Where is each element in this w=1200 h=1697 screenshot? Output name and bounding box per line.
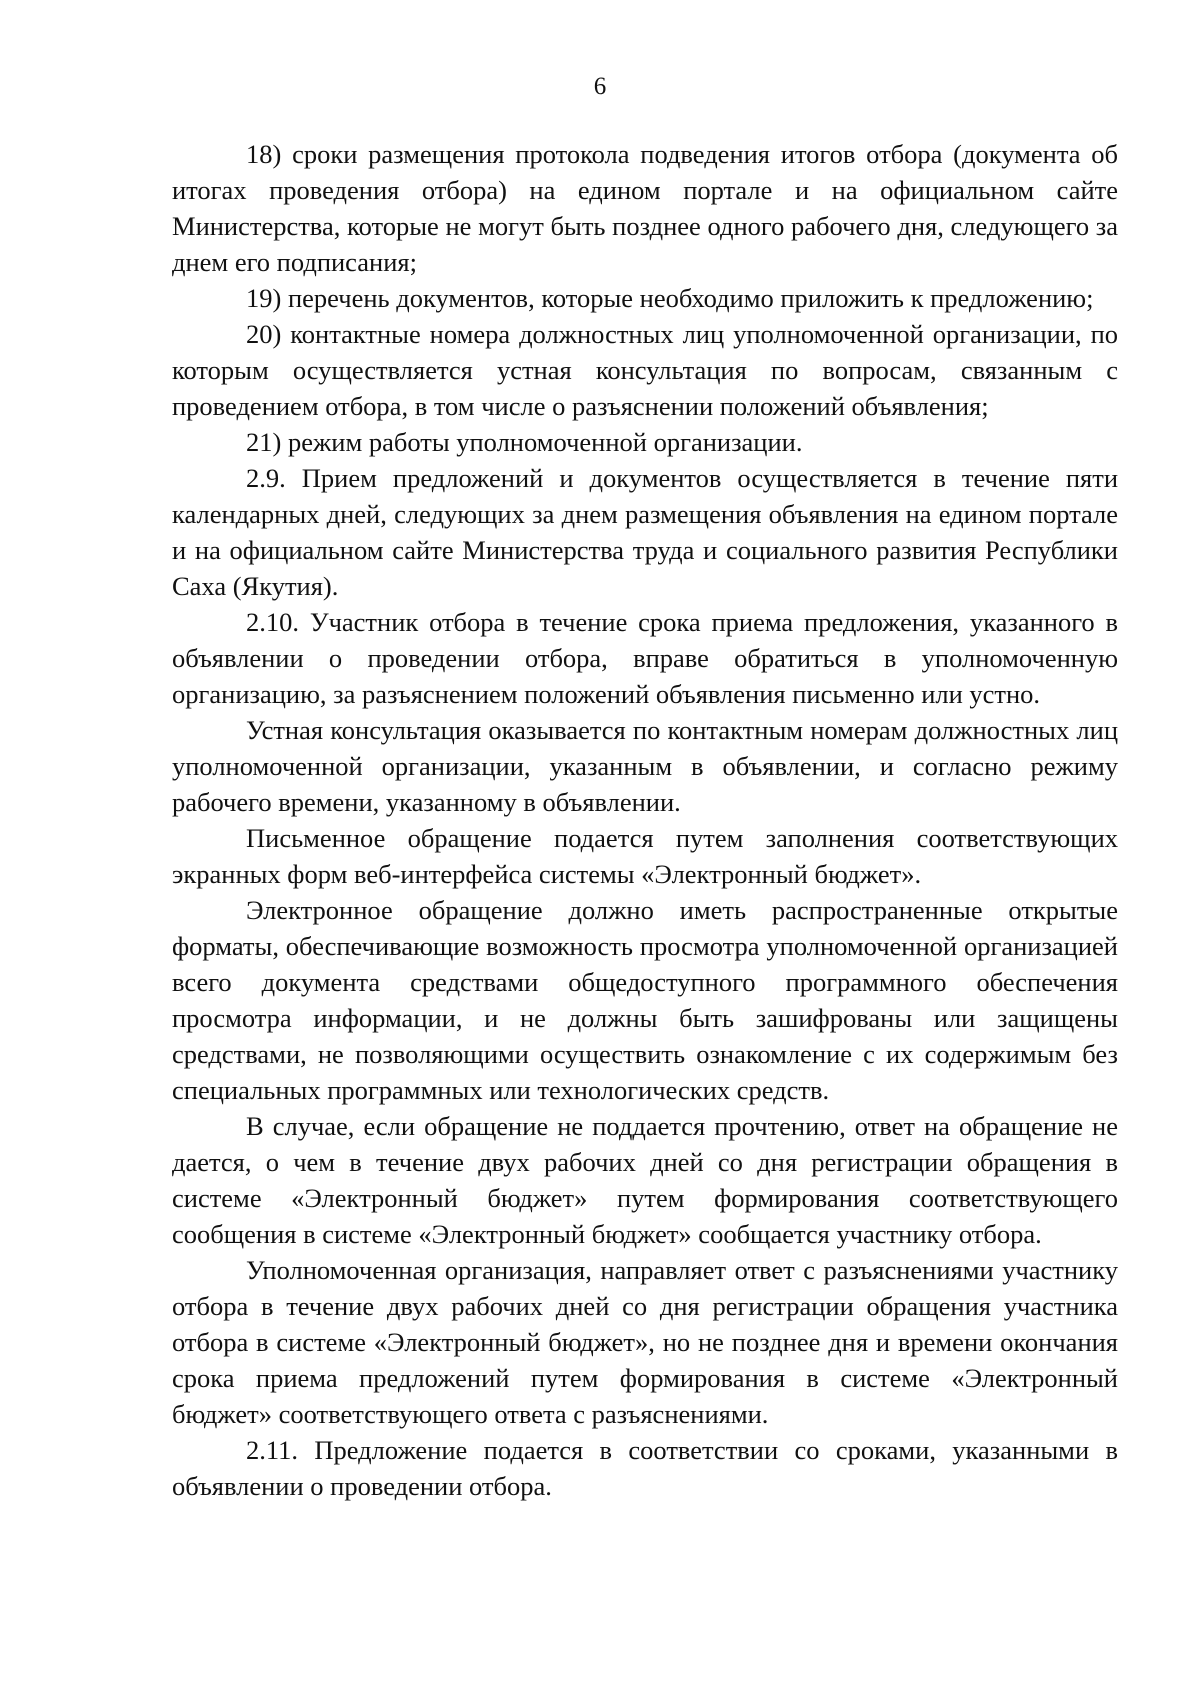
paragraph-unreadable-request: В случае, если обращение не поддается прочтению, ответ на обращение не дается, о чем в течение двух рабочих дней со дня регистрации обращения в системе «Электронный бюджет» путем формирования соответствующего сообщения в системе «Электронный бюджет» сообщается участнику отбора. — [172, 1111, 1118, 1249]
paragraph-oral-consultation: Устная консультация оказывается по контактным номерам должностных лиц уполномоченной организации, указанным в объявлении, и согласно режиму рабочего времени, указанному в объявлении. — [172, 715, 1118, 817]
paragraph-item-20: 20) контактные номера должностных лиц уполномоченной организации, по которым осуществляется устная консультация по вопросам, связанным с проведением отбора, в том числе о разъяснении положений объявления; — [172, 319, 1118, 421]
document-body — [172, 136, 1118, 1504]
paragraph-clause-2-9: 2.9. Прием предложений и документов осуществляется в течение пяти календарных дней, следующих за днем размещения объявления на едином портале и на официальном сайте Министерства труда и социального развития Республики Саха (Якутия). — [172, 463, 1118, 601]
paragraph-written-request: Письменное обращение подается путем заполнения соответствующих экранных форм веб-интерфейса системы «Электронный бюджет». — [172, 823, 1118, 889]
page-number: 6 — [593, 73, 607, 100]
paragraph-item-21: 21) режим работы уполномоченной организации. — [246, 427, 803, 457]
paragraph-clause-2-11: 2.11. Предложение подается в соответствии со сроками, указанными в объявлении о проведении отбора. — [172, 1435, 1118, 1501]
paragraph-authorized-response: Уполномоченная организация, направляет ответ с разъяснениями участнику отбора в течение двух рабочих дней со дня регистрации обращения участника отбора в системе «Электронный бюджет», но не позднее дня и времени окончания срока приема предложений путем формирования в системе «Электронный бюджет» соответствующего ответа с разъяснениями. — [172, 1255, 1118, 1429]
paragraph-item-18: 18) сроки размещения протокола подведения итогов отбора (документа об итогах проведения отбора) на едином портале и на официальном сайте Министерства, которые не могут быть позднее одного рабочего дня, следующего за днем его подписания; — [172, 139, 1118, 277]
paragraph-clause-2-10: 2.10. Участник отбора в течение срока приема предложения, указанного в объявлении о проведении отбора, вправе обратиться в уполномоченную организацию, за разъяснением положений объявления письменно или устно. — [172, 607, 1118, 709]
paragraph-item-19: 19) перечень документов, которые необходимо приложить к предложению; — [246, 283, 1094, 313]
paragraph-electronic-request: Электронное обращение должно иметь распространенные открытые форматы, обеспечивающие возможность просмотра уполномоченной организацией всего документа средствами общедоступного программного обеспечения просмотра информации, и не должны быть зашифрованы или защищены средствами, не позволяющими осуществить ознакомление с их содержимым без специальных программных или технологических средств. — [172, 895, 1118, 1105]
